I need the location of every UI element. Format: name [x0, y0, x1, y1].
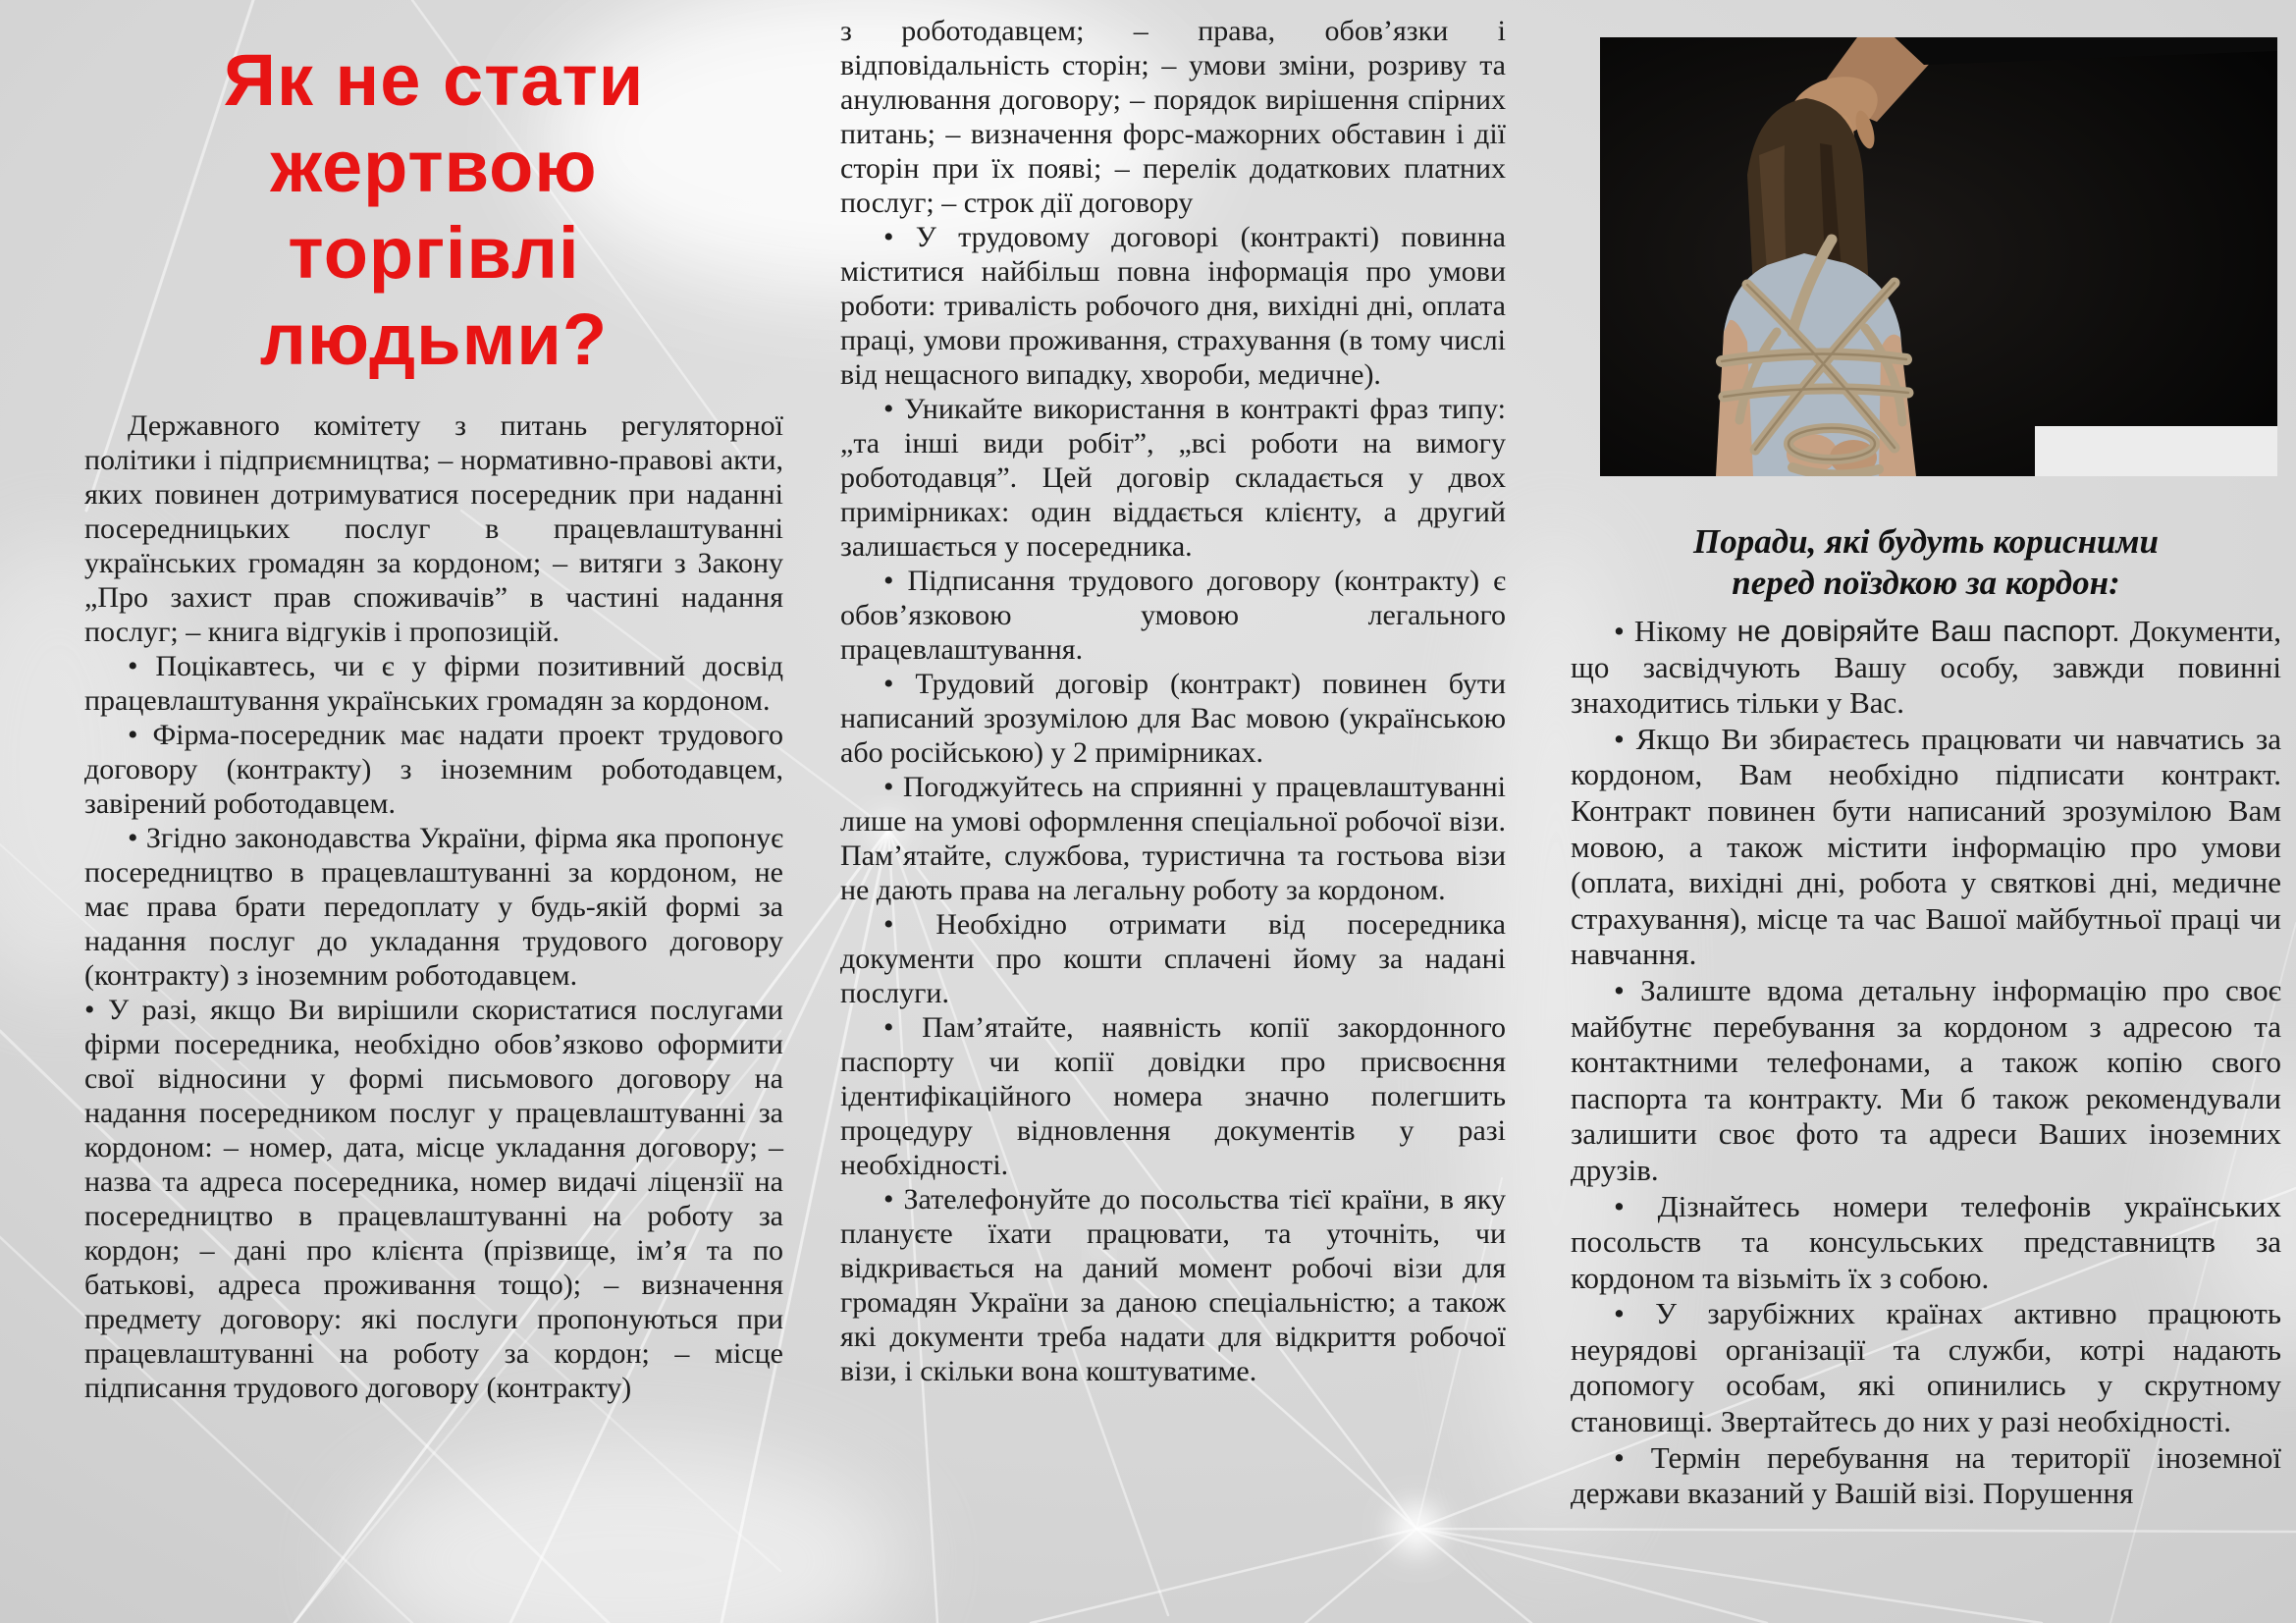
advice-heading — [1571, 521, 2281, 604]
advice-text: • Нікому — [1614, 614, 1737, 648]
bullet-paragraph: • Необхідно отримати від посередника документи про кошти сплачені йому за надані послуги. — [840, 908, 1506, 1009]
bullet-paragraph: • Зателефонуйте до посольства тієї країни, в яку плануєте їхати працювати, та уточніть, чи відкривається на даний момент робочі візи для громадян України за даною спеціальністю; а також які документи треба надати для відкриття робочої візи, і скільки вона коштуватиме. — [840, 1183, 1506, 1387]
advice-text: Документи, що засвідчують Вашу особу, завжди повинні знаходитись тільки у Вас. — [1571, 614, 2281, 721]
bullet-paragraph — [1571, 614, 2281, 722]
bullet-paragraph: • Погоджуйтесь на сприянні у працевлаштуванні лише на умові оформлення спеціальної робочої візи. Пам’ятайте, службова, туристична та гостьова візи не дають права на легальну роботу за кордоном. — [840, 771, 1506, 906]
page-title — [84, 37, 783, 383]
middle-column — [840, 14, 1506, 1388]
bullet-paragraph: • Фірма-посередник має надати проект трудового договору (контракту) з іноземним роботодавцем, завірений роботодавцем. — [84, 719, 783, 820]
bullet-paragraph: • Пам’ятайте, наявність копії закордонного паспорту чи копії довідки про присвоєння ідентифікаційного номера значно полегшить процедуру відновлення документів у разі необхідності. — [840, 1011, 1506, 1181]
bullet-paragraph: • Уникайте використання в контракті фраз типу: „та інші види робіт”, „всі роботи на вимогу роботодавця”. Цей договір складається у двох примірниках: один віддається клієнту, а другий залишається у посередника. — [840, 393, 1506, 563]
advice-text-sans: не довіряйте Ваш паспорт. — [1736, 614, 2120, 648]
title-line: людьми? — [259, 298, 609, 380]
title-line: торгівлі — [288, 212, 580, 294]
title-line: Як не стати — [223, 39, 645, 121]
advice-heading-line: Поради, які будуть корисними — [1693, 522, 2159, 561]
advice-heading-line: перед поїздкою за кордон: — [1732, 564, 2120, 602]
bullet-paragraph: • У трудовому договорі (контракті) повинна міститися найбільш повна інформація про умови роботи: тривалість робочого дня, вихідні дні, оплата праці, умови проживання, страхування (в тому числі від нещасного випадку, хвороби, медичне). — [840, 221, 1506, 391]
bullet-paragraph: • У зарубіжних країнах активно працюють неурядові організації та служби, котрі надають допомогу особам, які опинились у скрутному становищі. Звертайтесь до них у разі необхідності. — [1571, 1296, 2281, 1439]
bullet-paragraph: • Термін перебування на території іноземної держави вказаний у Вашій візі. Порушення — [1571, 1439, 2281, 1511]
bullet-paragraph: • У разі, якщо Ви вирішили скористатися послугами фірми посередника, необхідно обов’язково оформити свої відносини у формі письмового договору на надання посередником послуг у працевлаштуванні за кордоном: – номер, дата, місце укладання договору; – назва та адреса посередника, номер видачі ліцензії на посередництво в працевлаштуванні на роботу за кордон; – дані про клієнта (прізвище, ім’я та по батькові, адреса проживання тощо); – визначення предмету договору: які послуги пропонуються при працевлаштуванні на роботу за кордон; – місце підписання трудового договору (контракту) — [84, 994, 783, 1404]
intro-paragraph: Державного комітету з питань регуляторної політики і підприємництва; – нормативно-правові акти, яких повинен дотримуватися посередник при наданні посередницьких послуг в працевлаштуванні українських громадян за кордоном; – витяги з Закону „Про захист прав споживачів” в частині надання послуг; – книга відгуків і пропозицій. — [84, 409, 783, 648]
bullet-paragraph: • Підписання трудового договору (контракту) є обов’язковою умовою легального працевлаштування. — [840, 565, 1506, 666]
photo-corner-cutout — [2035, 426, 2277, 476]
continuation-paragraph: з роботодавцем; – права, обов’язки і відповідальність сторін; – умови зміни, розриву та анулювання договору; – порядок вирішення спірних питань; – визначення форс-мажорних обставин і дії сторін при їх появі; – перелік додаткових платних послуг; – строк дії договору — [840, 15, 1506, 219]
bullet-paragraph: • Поцікавтесь, чи є у фірми позитивний досвід працевлаштування українських громадян за кордоном. — [84, 650, 783, 717]
bullet-paragraph: • Залиште вдома детальну інформацію про своє майбутнє перебування за кордоном з адресою та контактними телефонами, а також копію свого паспорта та контракту. Ми б також рекомендували залишити своє фото та адреси Ваших іноземних друзів. — [1571, 972, 2281, 1187]
bullet-paragraph: • Дізнайтесь номери телефонів українських посольств та консульських представництв за кордоном та візьміть їх з собою. — [1571, 1188, 2281, 1295]
right-column — [1571, 29, 2281, 1512]
trafficking-victim-photo — [1600, 37, 2277, 476]
bullet-paragraph: • Трудовий договір (контракт) повинен бути написаний зрозумілою для Вас мовою (українською або російською) у 2 примірниках. — [840, 668, 1506, 769]
photo-black-background — [1600, 37, 2277, 476]
left-column — [84, 37, 783, 1405]
bullet-paragraph: • Якщо Ви збираєтесь працювати чи навчатись за кордоном, Вам необхідно підписати контракт. Контракт повинен бути написаний зрозумілою Вам мовою, а також містити інформацію про умови (оплата, вихідні дні, робота у святкові дні, медичне страхування), місце та час Вашої майбутньої праці чи навчання. — [1571, 721, 2281, 972]
title-line: жертвою — [270, 126, 598, 207]
bullet-paragraph: • Згідно законодавства України, фірма яка пропонує посередництво в працевлаштуванні за кордоном, не має права брати передоплату у будь-якій формі за надання послуг до укладання трудового договору (контракту) з іноземним роботодавцем. — [84, 822, 783, 992]
